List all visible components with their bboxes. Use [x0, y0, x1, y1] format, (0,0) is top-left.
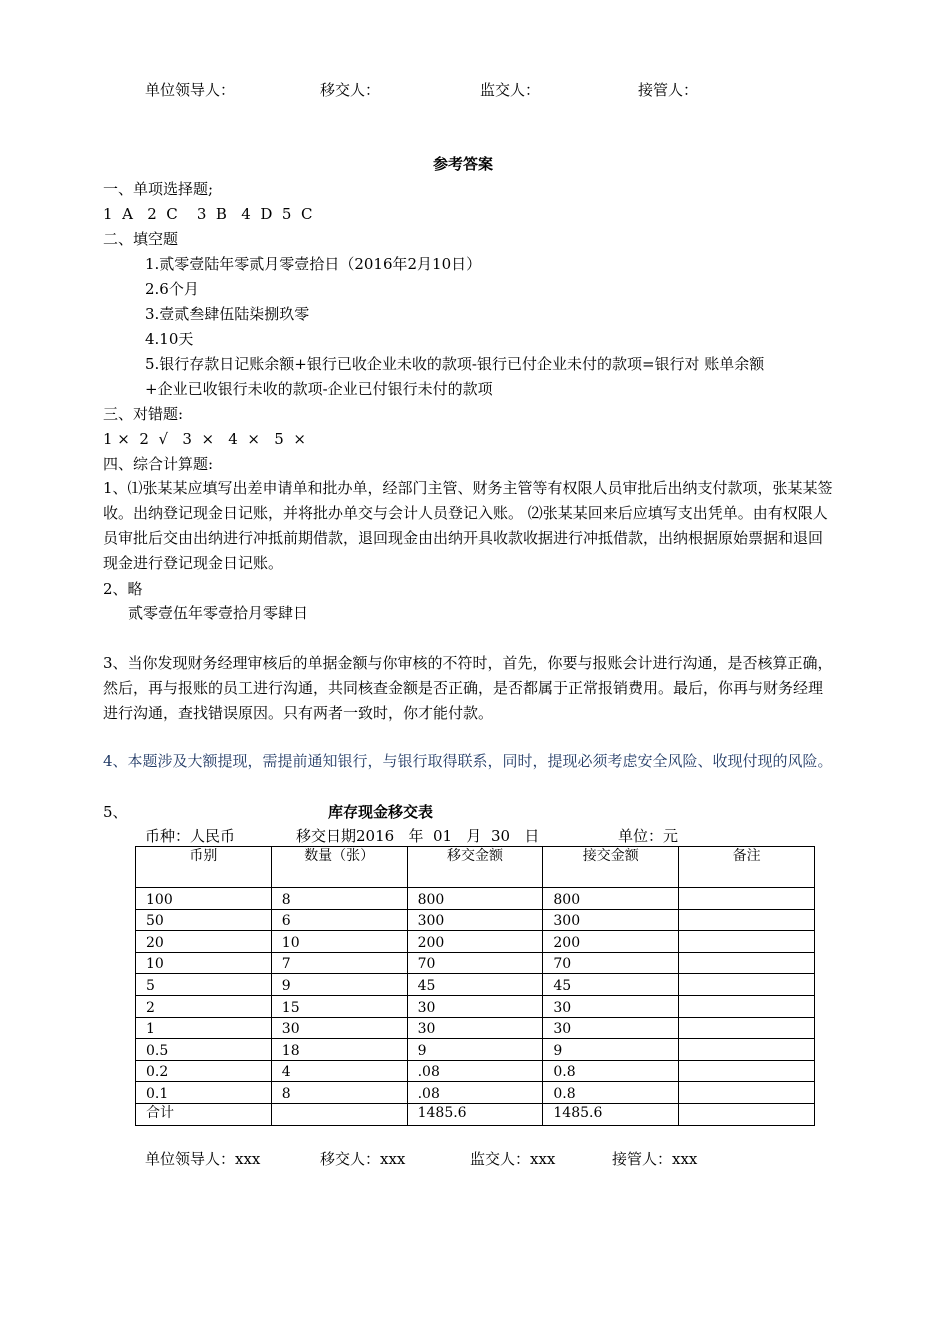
table-row	[136, 952, 815, 974]
table-cell: 合计	[136, 1103, 272, 1125]
table-cell: 15	[271, 995, 407, 1017]
table-cell	[679, 1017, 815, 1039]
table-cell	[679, 888, 815, 910]
table-cell: 45	[543, 974, 679, 996]
page-title: 参考答案	[433, 155, 494, 173]
table-cell: 8	[271, 888, 407, 910]
table-cell: 0.8	[543, 1060, 679, 1082]
table-cell: 8	[271, 1082, 407, 1104]
table-cell: 10	[271, 931, 407, 953]
table-total-row	[136, 1103, 815, 1125]
table-cell	[679, 1082, 815, 1104]
table-cell: 6	[271, 909, 407, 931]
table-cell: 备注	[679, 847, 815, 888]
cash-transfer-table	[135, 846, 815, 1126]
table-cell: 30	[271, 1017, 407, 1039]
table-cell: 1485.6	[407, 1103, 543, 1125]
table-cell: 18	[271, 1039, 407, 1061]
table-cell: 50	[136, 909, 272, 931]
table-row	[136, 974, 815, 996]
table-cell: 300	[543, 909, 679, 931]
table-cell: 800	[543, 888, 679, 910]
table-cell: 30	[407, 995, 543, 1017]
table-cell: 0.2	[136, 1060, 272, 1082]
cash-table-currency: 币种：人民币	[145, 827, 236, 845]
table-cell: 2	[136, 995, 272, 1017]
bottom-signature-supervisor: 监交人：xxx	[470, 1150, 556, 1168]
table-cell	[679, 995, 815, 1017]
table-cell: 0.5	[136, 1039, 272, 1061]
table-cell: 接交金额	[543, 847, 679, 888]
table-header-row	[136, 847, 815, 888]
table-cell: 70	[407, 952, 543, 974]
table-cell: 4	[271, 1060, 407, 1082]
table-row	[136, 909, 815, 931]
section2-heading: 二、填空题	[103, 230, 179, 248]
table-cell: 1	[136, 1017, 272, 1039]
table-cell: 30	[543, 1017, 679, 1039]
table-cell: 币别	[136, 847, 272, 888]
table-row	[136, 1017, 815, 1039]
table-cell: 10	[136, 952, 272, 974]
cash-table-date: 移交日期2016 年 01 月 30 日	[296, 827, 540, 845]
table-row	[136, 995, 815, 1017]
fill-item-5-continued: +企业已收银行未收的款项-企业已付银行未付的款项	[145, 380, 493, 398]
table-cell: 1485.6	[543, 1103, 679, 1125]
question-2-answer: 贰零壹伍年零壹拾月零肆日	[128, 604, 309, 622]
table-cell	[679, 1060, 815, 1082]
table-cell: .08	[407, 1082, 543, 1104]
table-cell	[679, 1039, 815, 1061]
table-cell: 数量（张）	[271, 847, 407, 888]
fill-item-3: 3.壹贰叁肆伍陆柒捌玖零	[145, 305, 310, 323]
fill-item-2: 2.6个月	[145, 280, 199, 298]
section1-answers: 1 A 2 C 3 B 4 D 5 C	[103, 205, 313, 223]
table-row	[136, 888, 815, 910]
table-row	[136, 1082, 815, 1104]
table-cell: 800	[407, 888, 543, 910]
table-cell: 70	[543, 952, 679, 974]
table-row	[136, 1060, 815, 1082]
question-5-label: 5、	[103, 803, 128, 821]
table-cell: 30	[407, 1017, 543, 1039]
table-cell: 7	[271, 952, 407, 974]
table-cell: 0.8	[543, 1082, 679, 1104]
table-cell: 20	[136, 931, 272, 953]
section1-heading: 一、单项选择题;	[103, 180, 214, 198]
cash-table-unit: 单位：元	[618, 827, 679, 845]
table-cell	[679, 931, 815, 953]
table-cell: 100	[136, 888, 272, 910]
question-4-answer: 4、本题涉及大额提现，需提前通知银行，与银行取得联系，同时，提现必须考虑安全风险、收现付现的风险。	[103, 752, 833, 770]
question-3-answer: 3、当你发现财务经理审核后的单据金额与你审核的不符时，首先，你要与报账会计进行沟通，是否核算正确，然后，再与报账的员工进行沟通，共同核查金额是否正确，是否都属于正常报销费用。最后，你再与财务经理进行沟通，查找错误原因。只有两者一致时，你才能付款。	[103, 654, 833, 722]
signature-leader: 单位领导人：	[145, 81, 236, 99]
bottom-signature-transferor: 移交人：xxx	[320, 1150, 406, 1168]
question-1-answer: 1、⑴张某某应填写出差申请单和批办单，经部门主管、财务主管等有权限人员审批后出纳支付款项，张某某签收。出纳登记现金日记账，并将批办单交与会计人员登记入账。 ⑵张某某回来后应填写支出凭单。由有权限人员审批后交由出纳进行冲抵前期借款，退回现金由出纳开具收款收据进行冲抵借款，出纳根据原始票据和退回现金进行登记现金日记账。	[103, 479, 833, 572]
question-2-label: 2、略	[103, 580, 143, 598]
table-cell: 9	[543, 1039, 679, 1061]
fill-item-5: 5.银行存款日记账余额+银行已收企业未收的款项-银行已付企业未付的款项=银行对 账单余额	[145, 355, 765, 373]
table-cell: 9	[271, 974, 407, 996]
signature-supervisor: 监交人：	[480, 81, 541, 99]
table-cell	[271, 1103, 407, 1125]
table-cell: 200	[407, 931, 543, 953]
section4-heading: 四、综合计算题:	[103, 455, 214, 473]
cash-table-title: 库存现金移交表	[328, 803, 434, 821]
signature-transferor: 移交人：	[320, 81, 381, 99]
signature-receiver: 接管人：	[638, 81, 699, 99]
table-cell: 45	[407, 974, 543, 996]
table-cell	[679, 952, 815, 974]
table-cell: 0.1	[136, 1082, 272, 1104]
table-cell: 移交金额	[407, 847, 543, 888]
table-cell	[679, 974, 815, 996]
fill-item-4: 4.10天	[145, 330, 194, 348]
table-row	[136, 1039, 815, 1061]
table-cell	[679, 1103, 815, 1125]
bottom-signature-receiver: 接管人：xxx	[612, 1150, 698, 1168]
table-cell: 30	[543, 995, 679, 1017]
table-cell: 200	[543, 931, 679, 953]
section3-answers: 1 × 2 √ 3 × 4 × 5 ×	[103, 430, 306, 448]
table-row	[136, 931, 815, 953]
table-cell	[679, 909, 815, 931]
table-cell: .08	[407, 1060, 543, 1082]
fill-item-1: 1.贰零壹陆年零贰月零壹拾日（2016年2月10日）	[145, 255, 482, 273]
table-cell: 5	[136, 974, 272, 996]
section3-heading: 三、对错题:	[103, 405, 184, 423]
table-cell: 9	[407, 1039, 543, 1061]
table-cell: 300	[407, 909, 543, 931]
bottom-signature-leader: 单位领导人：xxx	[145, 1150, 261, 1168]
